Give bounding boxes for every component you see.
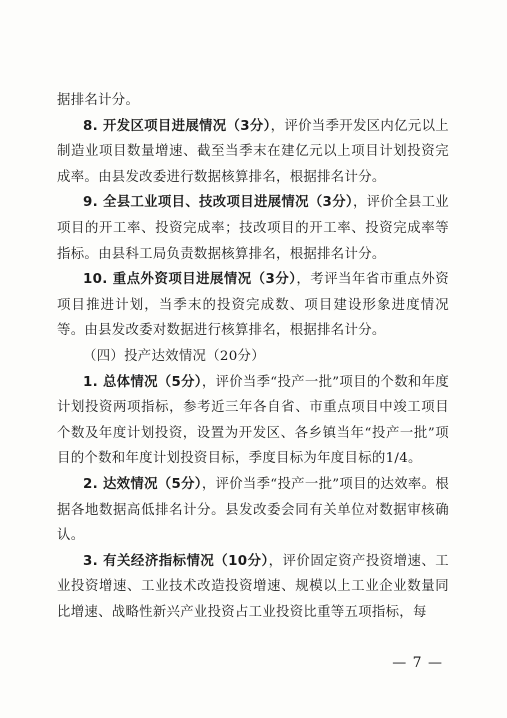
document-body: [57, 88, 449, 625]
item-heading: 9. 全县工业项目、技改项目进展情况（3分）: [83, 195, 353, 211]
paragraph-text: ，评价全县工业项目的开工率、投资完成率；技改项目的开工率、投资完成率等指标。由县科工局负责数据核算排名，根据排名计分。: [57, 195, 449, 262]
item-heading: 3. 有关经济指标情况（10分）: [83, 553, 269, 569]
paragraph-item-10: [57, 267, 449, 344]
item-heading: 1. 总体情况（5分）: [83, 374, 202, 390]
paragraph-text: 据排名计分。: [57, 93, 140, 108]
paragraph-text: ，评价当季“投产一批”项目的达效率。根据各地数据高低排名计分。县发改委会同有关单位对数据审核确认。: [57, 476, 450, 544]
paragraph-text: ，考评当年省市重点外资项目推进计划，当季末的投资完成数、项目建设形象进度情况等。由县发改委对数据进行核算排名，根据排名计分。: [57, 272, 449, 339]
paragraph-text: ，评价当季开发区内亿元以上制造业项目数量增速、截至当季末在建亿元以上项目计划投资完成率。由县发改委进行数据核算排名，根据排名计分。: [57, 118, 449, 185]
paragraph-item-1: [57, 370, 449, 472]
item-heading: 2. 达效情况（5分）: [83, 476, 202, 492]
paragraph-item-8: [57, 114, 449, 191]
paragraph-text: ，评价固定资产投资增速、工业投资增速、工业技术改造投资增速、规模以上工业企业数量同比增速、战略性新兴产业投资占工业投资比重等五项指标，每: [57, 553, 449, 620]
paragraph-item-3: [57, 549, 449, 626]
paragraph-item-9: [57, 190, 449, 267]
paragraph-text: ，评价当季“投产一批”项目的个数和年度计划投资两项指标，参考近三年各自省、市重点项目中竣工项目个数及年度计划投资，设置为开发区、各乡镇当年“投产一批”项目的个数和年度计划投资目标，季度目标为年度目标的1/4。: [57, 374, 450, 467]
paragraph-continuation: [57, 88, 449, 114]
page-number: — 7 —: [392, 655, 443, 671]
section-heading: （四）投产达效情况（20分）: [83, 348, 265, 364]
item-heading: 10. 重点外资项目进展情况（3分）: [83, 272, 297, 288]
item-heading: 8. 开发区项目进展情况（3分）: [83, 118, 271, 134]
paragraph-item-2: [57, 472, 449, 549]
